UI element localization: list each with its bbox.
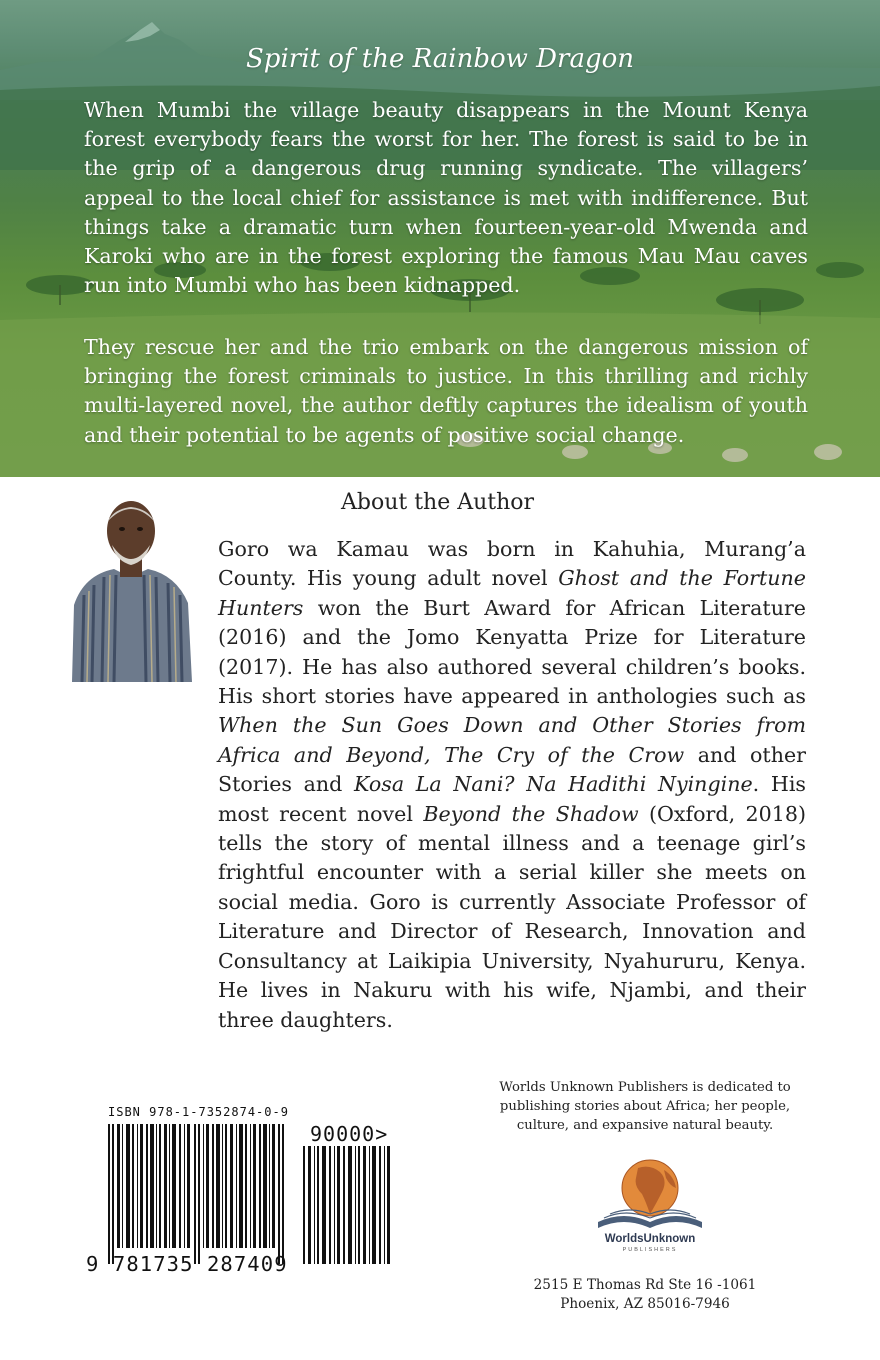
bio-text-3: and other Stories and xyxy=(218,742,806,797)
bio-text-2: won the Burt Award for African Literature (2016) and the Jomo Kenyatta Prize for Literature (2017). He has also authored several children’s books. His short stories have appeared in anthologies such as xyxy=(218,595,806,709)
bio-title-anthologies: When the Sun Goes Down and Other Stories from Africa and Beyond, The Cry of the Crow xyxy=(218,713,806,767)
book-title: Spirit of the Rainbow Dragon xyxy=(246,44,634,74)
isbn-barcode xyxy=(106,1124,290,1264)
bio-text-1: Goro wa Kamau was born in Kahuhia, Murang’a County. His young adult novel xyxy=(218,537,806,591)
bio-title-beyond-the-shadow: Beyond the Shadow xyxy=(423,801,639,826)
bio-text-4: . His most recent novel xyxy=(218,772,806,826)
address-line-2: Phoenix, AZ 85016-7946 xyxy=(560,1296,730,1312)
blurb-paragraph-1: When Mumbi the village beauty disappears in the Mount Kenya forest everybody fears the worst for her. The forest is said to be in the grip of a dangerous drug running syndicate. The villagers’ appeal to the local chief for assistance is met with indifference. But things take a dramatic turn when fourteen-year-old Mwenda and Karoki who are in the forest exploring the famous Mau Mau caves run into Mumbi who has been kidnapped. xyxy=(84,98,808,298)
bio-title-kosa-la-nani: Kosa La Nani? Na Hadithi Nyingine xyxy=(354,772,753,797)
bio-title-ghost-fortune-hunters: Ghost and the Fortune Hunters xyxy=(218,566,806,620)
isbn-label: ISBN 978-1-7352874-0-9 xyxy=(108,1105,289,1119)
barcode-addon-price: 90000> xyxy=(310,1122,389,1146)
publisher-address xyxy=(480,1276,810,1314)
blurb-paragraph-2: They rescue her and the trio embark on the dangerous mission of bringing the forest criminals to justice. In this thrilling and richly multi-layered novel, the author deftly captures the idealism of youth and their potential to be agents of positive social change. xyxy=(84,335,808,447)
address-line-1: 2515 E Thomas Rd Ste 16 -1061 xyxy=(533,1277,757,1293)
publisher-statement: Worlds Unknown Publishers is dedicated to publishing stories about Africa; her people, culture, and expansive natural beauty. xyxy=(499,1080,791,1133)
barcode-addon-bars xyxy=(302,1146,392,1264)
author-bio xyxy=(218,535,806,1035)
bio-text-5: (Oxford, 2018) tells the story of mental illness and a teenage girl’s frightful encounter with a serial killer she meets on social media. Goro is currently Associate Professor of Literature and Director of Research, Innovation and Consultancy at Laikipia University, Nyahururu, Kenya. He lives in Nakuru with his wife, Njambi, and their three daughters. xyxy=(218,801,806,1032)
cover-landscape-panel xyxy=(0,0,880,477)
about-author-heading: About the Author xyxy=(341,490,535,515)
publisher-logo xyxy=(590,1152,710,1252)
publisher-logo-subtitle: PUBLISHERS xyxy=(622,1247,678,1252)
author-photo xyxy=(64,495,197,682)
publisher-logo-name: WorldsUnknown xyxy=(604,1233,696,1245)
isbn-digits: 9 781735 287409 xyxy=(86,1252,288,1276)
